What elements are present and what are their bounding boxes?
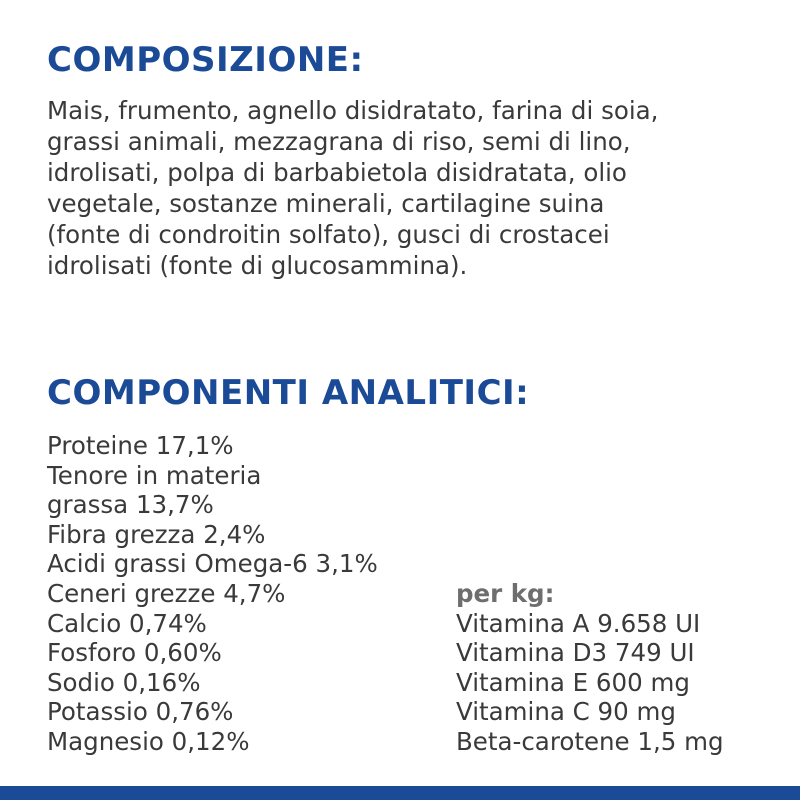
vitamin-list: [456, 609, 724, 757]
analytical-components-heading: COMPONENTI ANALITICI:: [47, 373, 530, 413]
composition-heading: COMPOSIZIONE:: [47, 40, 364, 80]
footer-bar: [0, 786, 800, 800]
vitamin-item-c: Vitamina C 90 mg: [456, 697, 676, 727]
vitamin-item-a: Vitamina A 9.658 UI: [456, 608, 701, 638]
analytical-item-grassa: grassa 13,7%: [47, 490, 214, 520]
per-kg-heading: per kg:: [456, 579, 555, 608]
vitamin-item-beta-carotene: Beta-carotene 1,5 mg: [456, 726, 724, 756]
analytical-item-tenore-materia: Tenore in materia: [47, 460, 262, 490]
analytical-item-sodio: Sodio 0,16%: [47, 667, 201, 697]
analytical-item-calcio: Calcio 0,74%: [47, 608, 207, 638]
composition-text: Mais, frumento, agnello disidratato, farina di soia, grassi animali, mezzagrana di riso, semi di lino, idrolisati, polpa di barbabietola disidratata, olio vegetale, sostanze minerali, cartilagine suina (fonte di condroitin solfato), gusci di crostacei idrolisati (fonte di glucosammina).: [47, 96, 659, 280]
analytical-item-omega-6: Acidi grassi Omega-6 3,1%: [47, 549, 378, 579]
analytical-item-fosforo: Fosforo 0,60%: [47, 638, 222, 668]
analytical-item-ceneri-grezze: Ceneri grezze 4,7%: [47, 578, 286, 608]
per-kg-section: [456, 579, 724, 757]
analytical-item-proteine: Proteine 17,1%: [47, 431, 234, 460]
vitamin-item-d3: Vitamina D3 749 UI: [456, 638, 695, 668]
analytical-item-potassio: Potassio 0,76%: [47, 697, 234, 727]
analytical-components-list: [47, 431, 378, 757]
analytical-item-fibra-grezza: Fibra grezza 2,4%: [47, 519, 266, 549]
vitamin-item-e: Vitamina E 600 mg: [456, 667, 690, 697]
analytical-item-magnesio: Magnesio 0,12%: [47, 726, 250, 756]
